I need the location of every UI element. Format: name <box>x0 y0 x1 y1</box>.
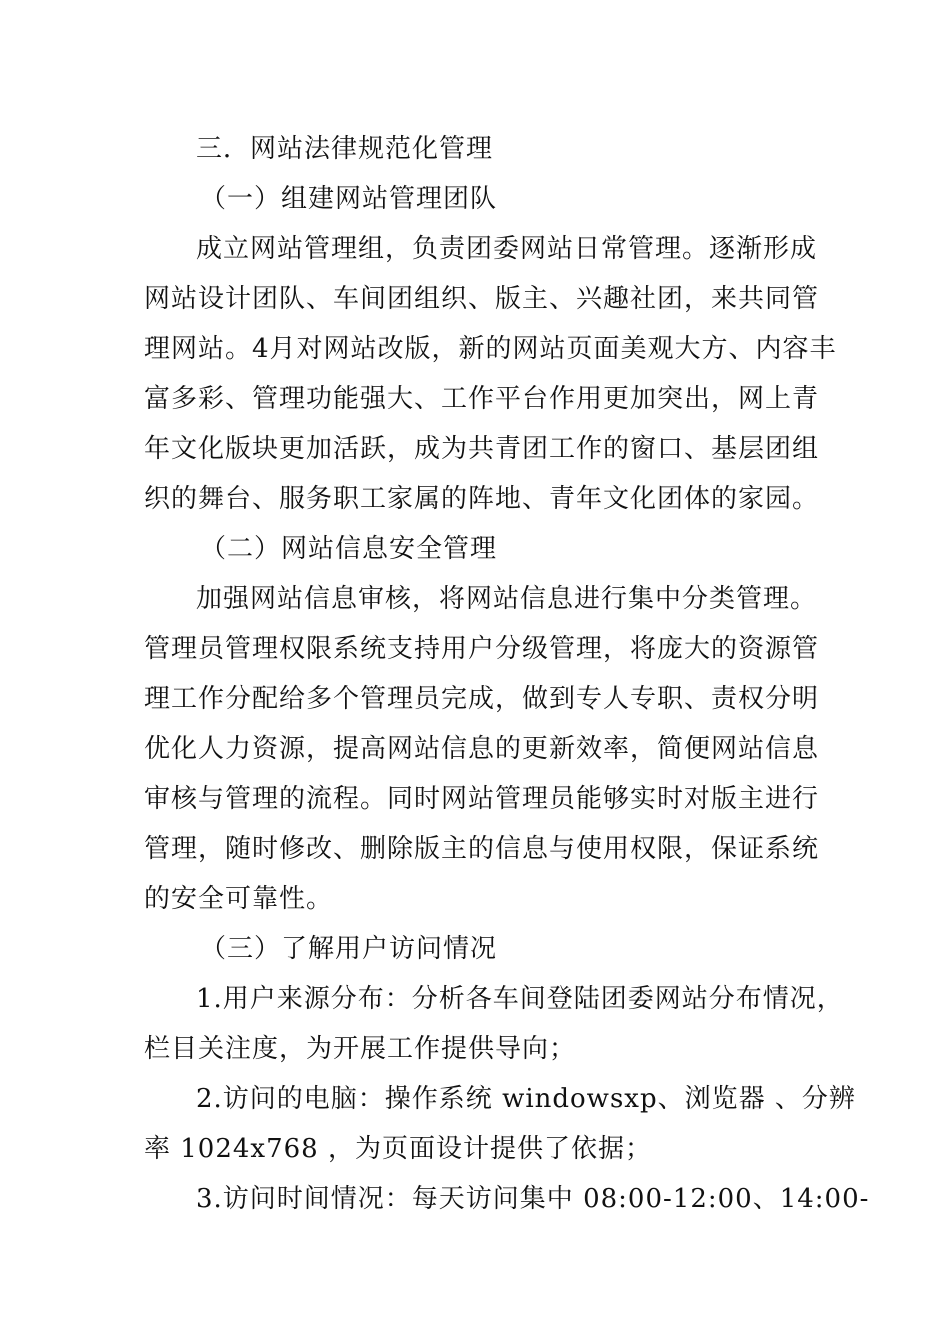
subsection-heading-3: （三）了解用户访问情况 <box>200 934 498 964</box>
paragraph-line: 2.访问的电脑：操作系统 windowsxp、浏览器 、分辨 <box>196 1084 856 1114</box>
paragraph-line: 理网站。4月对网站改版，新的网站页面美观大方、内容丰 <box>144 334 837 364</box>
paragraph-line: 管理，随时修改、删除版主的信息与使用权限，保证系统 <box>144 834 820 864</box>
paragraph-line: 的安全可靠性。 <box>144 884 334 914</box>
paragraph-line: 率 1024x768 ，为页面设计提供了依据； <box>144 1134 652 1164</box>
paragraph-line: 优化人力资源，提高网站信息的更新效率，简便网站信息 <box>144 734 820 764</box>
paragraph-line: 织的舞台、服务职工家属的阵地、青年文化团体的家园。 <box>144 484 820 514</box>
paragraph-line: 3.访问时间情况：每天访问集中 08:00-12:00、14:00- <box>196 1184 870 1214</box>
paragraph-line: 网站设计团队、车间团组织、版主、兴趣社团，来共同管 <box>144 284 820 314</box>
subsection-heading-2: （二）网站信息安全管理 <box>200 534 498 564</box>
paragraph-line: 理工作分配给多个管理员完成，做到专人专职、责权分明 <box>144 684 820 714</box>
section-heading: 三．网站法律规范化管理 <box>196 134 494 164</box>
paragraph-line: 1.用户来源分布：分析各车间登陆团委网站分布情况， <box>196 984 844 1014</box>
paragraph-line: 加强网站信息审核，将网站信息进行集中分类管理。 <box>196 584 818 614</box>
paragraph-line: 富多彩、管理功能强大、工作平台作用更加突出，网上青 <box>144 384 820 414</box>
subsection-heading-1: （一）组建网站管理团队 <box>200 184 498 214</box>
paragraph-line: 审核与管理的流程。同时网站管理员能够实时对版主进行 <box>144 784 820 814</box>
paragraph-line: 成立网站管理组，负责团委网站日常管理。逐渐形成 <box>196 234 818 264</box>
paragraph-line: 管理员管理权限系统支持用户分级管理，将庞大的资源管 <box>144 634 820 664</box>
paragraph-line: 年文化版块更加活跃，成为共青团工作的窗口、基层团组 <box>144 434 820 464</box>
paragraph-line: 栏目关注度，为开展工作提供导向； <box>144 1034 577 1064</box>
